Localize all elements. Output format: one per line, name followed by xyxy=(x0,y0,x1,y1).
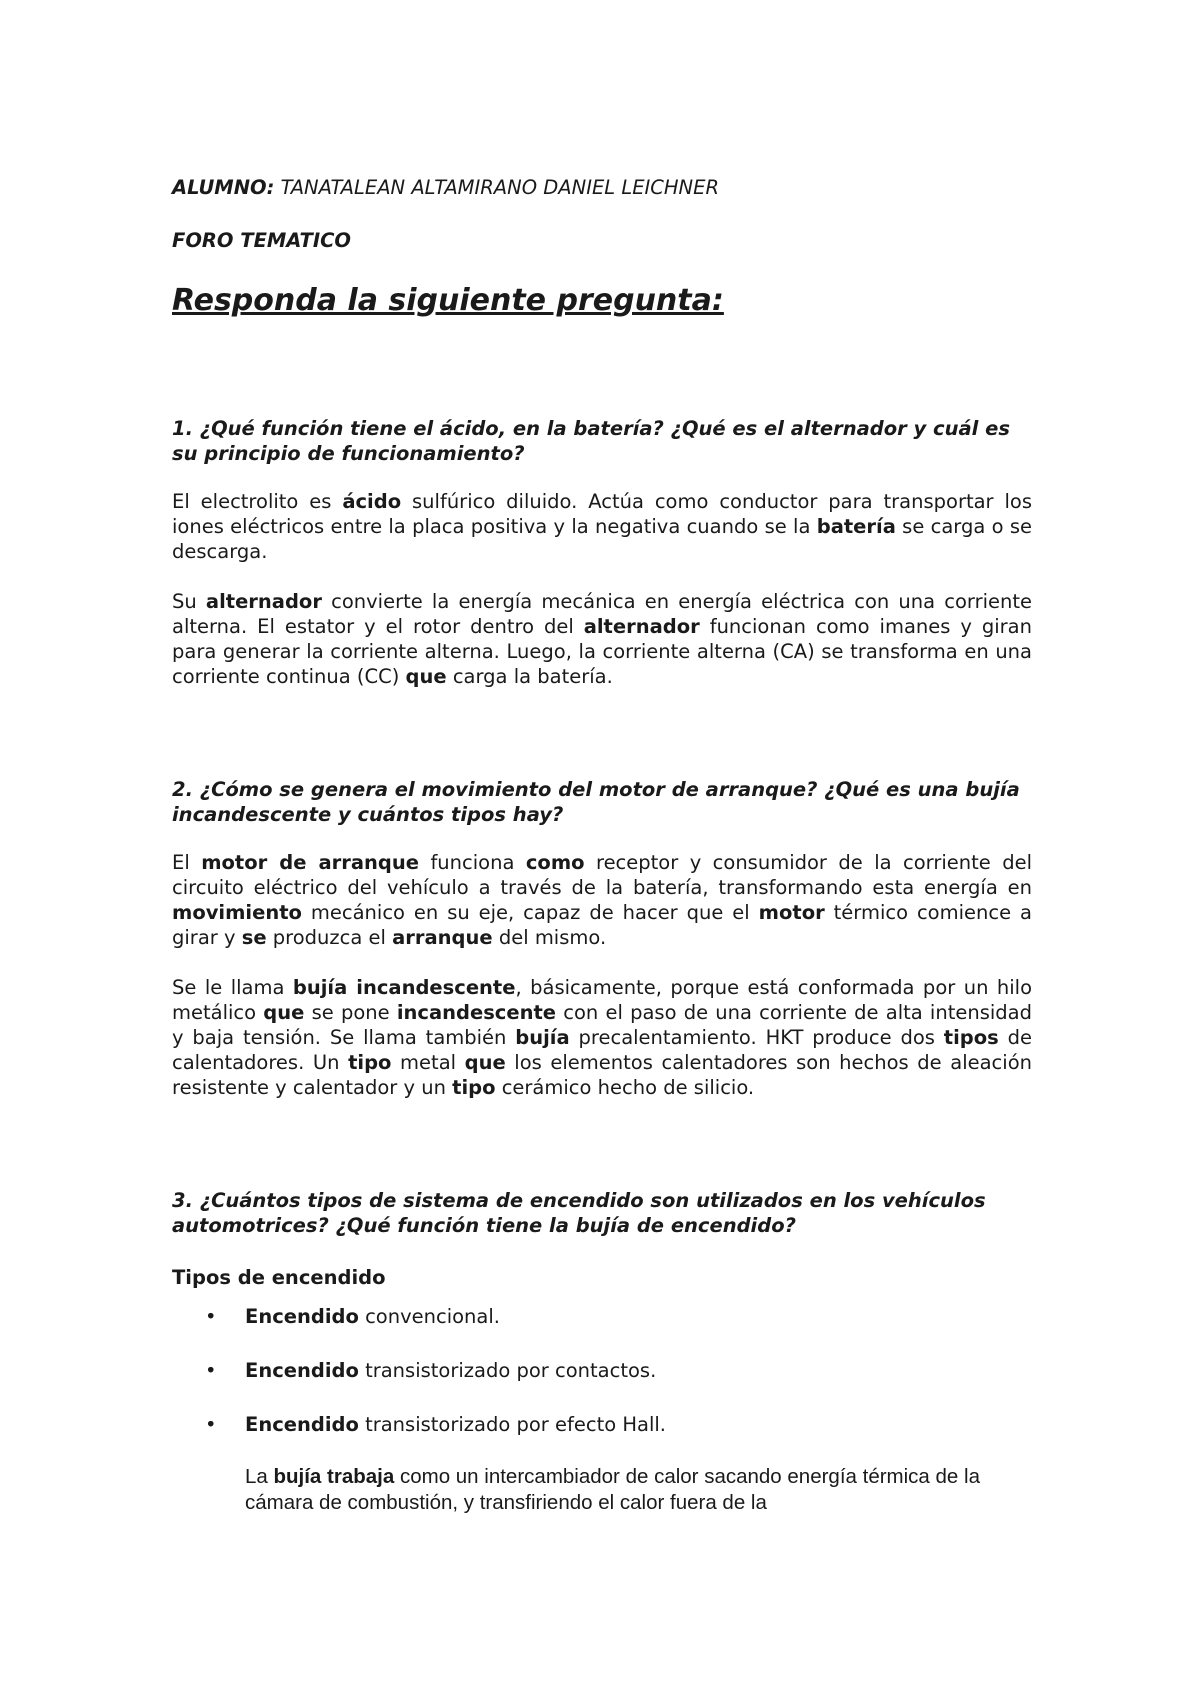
list-item: • Encendido transistorizado por efecto Hall. xyxy=(205,1413,667,1436)
student-label: ALUMNO: xyxy=(172,176,275,199)
answer-2-paragraph-1: El motor de arranque funciona como receptor y consumidor de la corriente del circuito eléctrico del vehículo a través de la batería, transformando esta energía en movimiento mecánico en su eje, capaz de hacer que el motor térmico comience a girar y se produzca el arranque del mismo. xyxy=(172,851,1033,949)
student-name: TANATALEAN ALTAMIRANO DANIEL LEICHNER xyxy=(274,176,720,199)
question-3: 3. ¿Cuántos tipos de sistema de encendido son utilizados en los vehículos automotrices? ¿Qué función tiene la bujía de encendido? xyxy=(172,1189,986,1237)
ignition-types-list xyxy=(172,1304,1032,1437)
question-1: 1. ¿Qué función tiene el ácido, en la batería? ¿Qué es el alternador y cuál es su principio de funcionamiento? xyxy=(172,417,1010,465)
answer-1-paragraph-2: Su alternador convierte la energía mecánica en energía eléctrica con una corriente alterna. El estator y el rotor dentro del alternador funcionan como imanes y giran para generar la corriente alterna. Luego, la corriente alterna (CA) se transforma en una corriente continua (CC) que carga la batería. xyxy=(172,590,1033,688)
bullet-icon: • xyxy=(205,1305,217,1328)
question-2: 2. ¿Cómo se genera el movimiento del motor de arranque? ¿Qué es una bujía incandescente y cuántos tipos hay? xyxy=(172,778,1020,826)
bullet-icon: • xyxy=(205,1413,217,1436)
ignition-types-heading: Tipos de encendido xyxy=(172,1266,386,1289)
list-item: • Encendido transistorizado por contactos. xyxy=(205,1359,657,1382)
list-item: • Encendido convencional. xyxy=(205,1305,500,1328)
forum-title: FORO TEMATICO xyxy=(172,229,351,252)
document-body xyxy=(172,175,1032,1516)
answer-1-paragraph-1: El electrolito es ácido sulfúrico diluido. Actúa como conductor para transportar los iones eléctricos entre la placa positiva y la negativa cuando se la batería se carga o se descarga. xyxy=(172,490,1032,563)
bullet-icon: • xyxy=(205,1359,217,1382)
answer-2-paragraph-2: Se le llama bujía incandescente, básicamente, porque está conformada por un hilo metálico que se pone incandescente con el paso de una corriente de alta intensidad y baja tensión. Se llama también bujía precalentamiento. HKT produce dos tipos de calentadores. Un tipo metal que los elementos calentadores son hechos de aleación resistente y calentador y un tipo cerámico hecho de silicio. xyxy=(172,976,1033,1099)
student-line xyxy=(172,175,1032,200)
main-heading: Responda la siguiente pregunta: xyxy=(172,283,724,318)
spark-plug-paragraph: La bujía trabaja como un intercambiador de calor sacando energía térmica de la cámara de combustión, y transfiriendo el calor fuera de la xyxy=(245,1465,980,1514)
